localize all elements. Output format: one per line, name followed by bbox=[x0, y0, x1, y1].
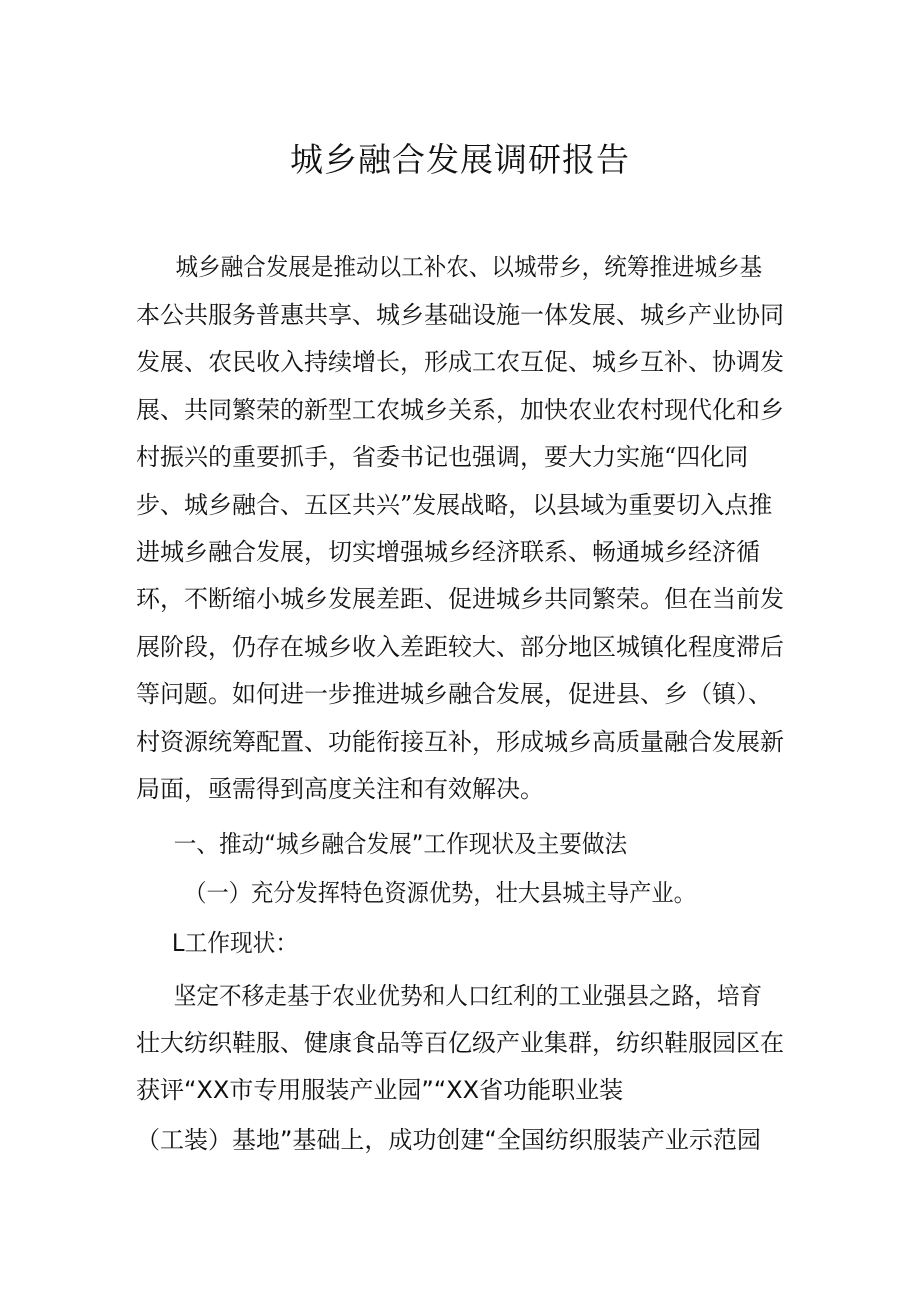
paragraph-line: 展、共同繁荣的新型工农城乡关系，加快农业农村现代化和乡 bbox=[136, 396, 784, 424]
paragraph-line: 发展、农民收入持续增长，形成工农互促、城乡互补、协调发 bbox=[136, 348, 784, 376]
paragraph-line: 展阶段，仍存在城乡收入差距较大、部分地区城镇化程度滞后 bbox=[136, 633, 784, 661]
subsection-heading: （一）充分发挥特色资源优势，壮大县城主导产业。 bbox=[184, 879, 696, 907]
item-heading: L工作现状： bbox=[171, 929, 299, 957]
paragraph-line: （工装）基地”基础上，成功创建“全国纺织服装产业示范园 bbox=[136, 1126, 761, 1154]
paragraph-line: 本公共服务普惠共享、城乡基础设施一体发展、城乡产业协同 bbox=[136, 301, 784, 329]
paragraph-line: 等问题。如何进一步推进城乡融合发展，促进县、乡（镇）、 bbox=[136, 680, 772, 708]
paragraph-line: 进城乡融合发展，切实增强城乡经济联系、畅通城乡经济循 bbox=[136, 538, 760, 566]
paragraph-line: 步、城乡融合、五区共兴”发展战略，以县域为重要切入点推 bbox=[136, 491, 773, 519]
paragraph-line: 城乡融合发展是推动以工补农、以城带乡，统筹推进城乡基 bbox=[175, 253, 763, 281]
paragraph-line: 坚定不移走基于农业优势和人口红利的工业强县之路，培育 bbox=[173, 982, 763, 1010]
document-title: 城乡融合发展调研报告 bbox=[290, 140, 630, 179]
paragraph-line: 村振兴的重要抓手，省委书记也强调，要大力实施“四化同 bbox=[136, 443, 749, 471]
paragraph-line: 环，不断缩小城乡发展差距、促进城乡共同繁荣。但在当前发 bbox=[136, 585, 784, 613]
paragraph-line: 局面，亟需得到高度关注和有效解决。 bbox=[136, 775, 544, 803]
paragraph-line: 获评“XX市专用服装产业园”“XX省功能职业装 bbox=[136, 1076, 624, 1104]
paragraph-line: 壮大纺织鞋服、健康食品等百亿级产业集群，纺织鞋服园区在 bbox=[136, 1029, 784, 1057]
section-heading: 一、推动“城乡融合发展”工作现状及主要做法 bbox=[173, 830, 628, 858]
paragraph-line: 村资源统筹配置、功能衔接互补，形成城乡高质量融合发展新 bbox=[136, 728, 784, 756]
